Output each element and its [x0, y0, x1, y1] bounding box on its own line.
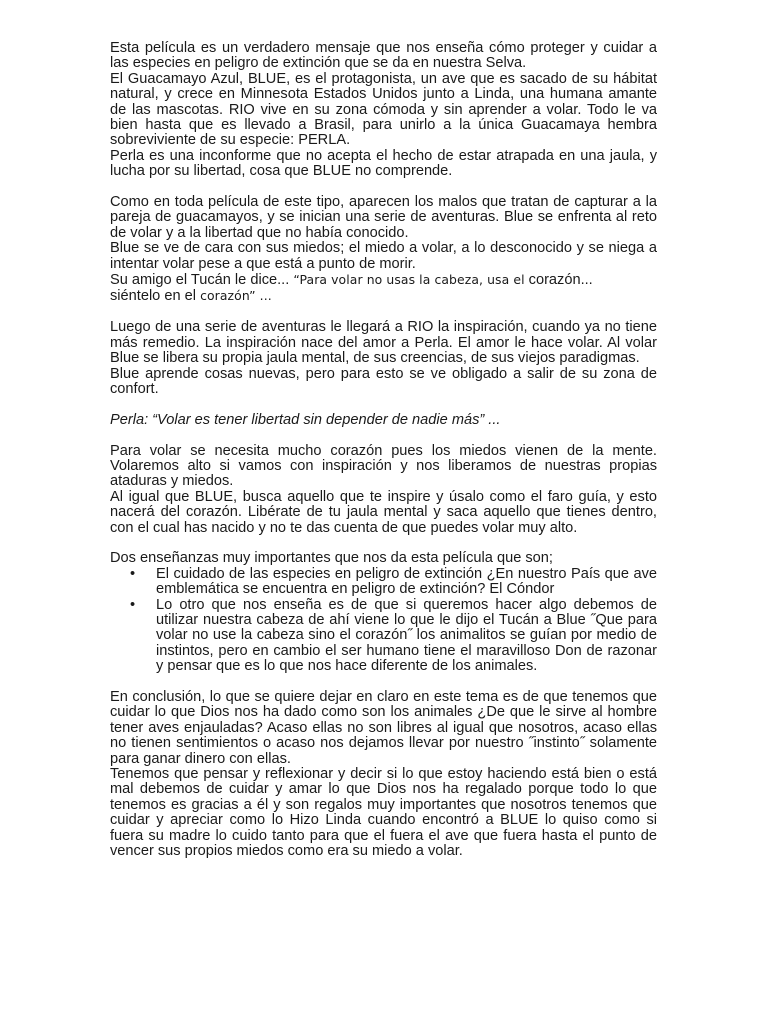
paragraph-reflection: Tenemos que pensar y reflexionar y decir si lo que estoy haciendo está bien o está mal debemos de cuidar y amar lo que Dios nos ha regalado porque todo lo que tenemos es gracias a él y son regalos muy importantes que nosotros tenemos que cuidar y apreciar como lo Hizo Linda cuando encontró a BLUE lo quiso como si fuera su madre lo cuido tanto para que el fuera el ave que fuera hasta el punto de vencer sus propios miedos como era su miedo a volar.: [110, 766, 657, 860]
perla-quote-speaker: Perla:: [110, 411, 149, 428]
paragraph-toucan-quote: [110, 272, 657, 305]
lesson-text: Lo otro que nos enseña es de que si queremos hacer algo debemos de utilizar nuestra cabeza de ahí viene lo que le dijo el Tucán a Blue ˝Que para volar no use la cabeza sino el corazón˝ los animalitos se guían por medio de instintos, pero en cambio el ser humano tiene el maravilloso Don de razonar y pensar que es lo que nos hace diferente de los animales.: [156, 596, 657, 675]
toucan-quote-part1: “Para volar no usas la cabeza, usa el: [293, 272, 529, 288]
paragraph-comfort-zone: Blue aprende cosas nuevas, pero para esto se ve obligado a salir de su zona de confort.: [110, 365, 657, 397]
lessons-list: [110, 567, 657, 675]
paragraph-intro: Esta película es un verdadero mensaje que nos enseña cómo proteger y cuidar a las especies en peligro de extinción que se da en nuestra Selva.: [110, 40, 657, 72]
toucan-quote-part2: corazón” ...: [200, 288, 272, 304]
paragraph-gap: [110, 536, 657, 551]
paragraph-villains: Como en toda película de este tipo, aparecen los malos que tratan de capturar a la pareja de guacamayos, y se inician una serie de aventuras. Blue se enfrenta al reto de volar y a la libertad que no había conocido.: [110, 194, 657, 241]
lesson-text: El cuidado de las especies en peligro de extinción ¿En nuestro País que ave emblemática se encuentra en peligro de extinción? El Cóndor: [156, 565, 657, 598]
perla-quote-text: “Volar es tener libertad sin depender de nadie más” ...: [148, 411, 501, 428]
list-item: [110, 567, 657, 598]
bullet-icon: •: [130, 565, 136, 582]
paragraph-conclusion: En conclusión, lo que se quiere dejar en claro en este tema es de que tenemos que cuidar lo que Dios nos ha dado como son los animales ¿De que le sirve al hombre tener aves enjauladas? Acaso ellas no son libres al igual que nosotros, acaso ellas no tienen sentimientos o acaso nos dejamos llevar por nuestro ˝instinto˝ solamente para ganar dinero con ellas.: [110, 688, 657, 767]
paragraph-heart: Para volar se necesita mucho corazón pues los miedos vienen de la mente. Volaremos alto si vamos con inspiración y nos liberamos de nuestras propias ataduras y miedos.: [110, 442, 657, 490]
paragraph-gap: [110, 305, 657, 320]
toucan-quote-heart: corazón...: [528, 272, 593, 289]
list-item: [110, 598, 657, 675]
paragraph-perla: Perla es una inconforme que no acepta el hecho de estar atrapada en una jaula, y lucha por su libertad, cosa que BLUE no comprende.: [110, 147, 657, 180]
bullet-icon: •: [130, 596, 136, 613]
lessons-intro: Dos enseñanzas muy importantes que nos da esta película que son;: [110, 550, 553, 567]
paragraph-inspiration: Luego de una serie de aventuras le llegará a RIO la inspiración, cuando ya no tiene más remedio. La inspiración nace del amor a Perla. El amor le hace volar. Al volar Blue se libera su propia jaula mental, de sus creencias, de sus viejos paradigmas.: [110, 319, 657, 367]
toucan-intro: Su amigo el Tucán le dice...: [110, 272, 294, 289]
paragraph-gap: [110, 397, 657, 412]
paragraph-fears: Blue se ve de cara con sus miedos; el miedo a volar, a lo desconocido y se niega a intentar volar pese a que está a punto de morir.: [110, 240, 657, 272]
perla-quote: [110, 413, 657, 428]
paragraph-blue-protagonist: El Guacamayo Azul, BLUE, es el protagonista, un ave que es sacado de su hábitat natural, y crece en Minnesota Estados Unidos junto a Linda, una humana amante de las mascotas. RIO vive en su zona cómoda y sin aprender a volar. Todo le va bien hasta que es llevado a Brasil, para unirlo a la única Guacamaya hembra sobreviviente de su especie: PERLA.: [110, 70, 657, 149]
toucan-line2-prefix: siéntelo en el: [110, 288, 201, 305]
paragraph-gap: [110, 675, 657, 690]
paragraph-gap: [110, 428, 657, 443]
paragraph-gap: [110, 180, 657, 195]
paragraph-like-blue: Al igual que BLUE, busca aquello que te inspire y úsalo como el faro guía, y esto nacerá del corazón. Libérate de tu jaula mental y saca aquello que tienes dentro, con el cual has nacido y no te das cuenta de que puedes volar muy alto.: [110, 488, 657, 536]
document-page: [110, 41, 657, 859]
